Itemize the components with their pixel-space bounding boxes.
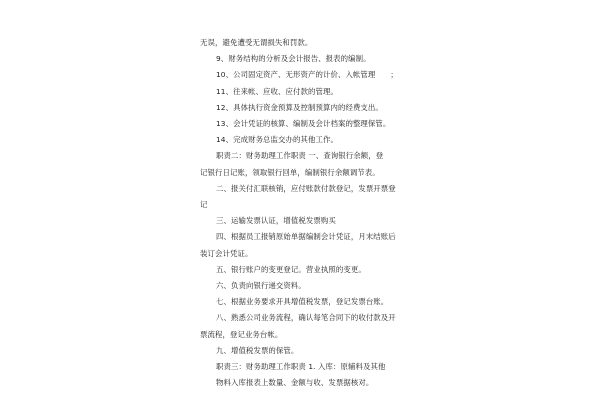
text-line: 职责二：财务助理工作职责 一、查询银行余额，登	[216, 151, 384, 161]
text-line: 八、熟悉公司业务流程，确认每笔合同下的收付款及开	[216, 313, 396, 323]
text-line: 五、银行账户的变更登记。营业执照的变更。	[216, 264, 366, 274]
text-line: 9、财务结构的分析及会计报告、报表的编制。	[216, 54, 371, 64]
text-line: 九、增值税发票的保管。	[216, 345, 299, 355]
text-line: 14、完成财务总监交办的其他工作。	[216, 135, 338, 145]
text-line: 记银行日记账，领取银行回单，编制银行余额调节表。	[200, 167, 380, 177]
text-line: 11、往来帐、应收、应付款的管理。	[216, 86, 338, 96]
text-line: 职责三：财务助理工作职责 1. 入库：原辅料及其他	[216, 362, 386, 371]
text-line: 二、报关付汇联核销，应付账款付款登记，发票开票登	[216, 183, 396, 193]
text-line: 七、根据业务要求开具增值税发票，登记发票台账。	[216, 297, 389, 307]
text-line: 物料入库报表上数量、金额与收、发票据核对。	[216, 378, 374, 388]
text-line: 记	[200, 200, 208, 209]
text-line: 13、会计凭证的核算、编制及会计档案的整理保管。	[216, 119, 391, 128]
text-line: 票流程，登记业务台帐。	[200, 329, 283, 339]
text-line: 四、根据员工报销原始单据编制会计凭证，月末结账后	[216, 232, 396, 242]
text-line: 装订会计凭证。	[200, 248, 253, 258]
text-line: 12、具体执行资金预算及控制预算内的经费支出。	[216, 102, 383, 112]
text-line: 三、运输发票认证，增值税发票购买	[216, 216, 336, 226]
text-line: 10、公司固定资产、无形资产的计价、入帐管理 ；	[216, 70, 398, 80]
text-line: 六、负责向银行递交资料。	[216, 281, 306, 290]
text-line: 无误，避免遭受无谓损失和罚款。	[200, 38, 313, 47]
